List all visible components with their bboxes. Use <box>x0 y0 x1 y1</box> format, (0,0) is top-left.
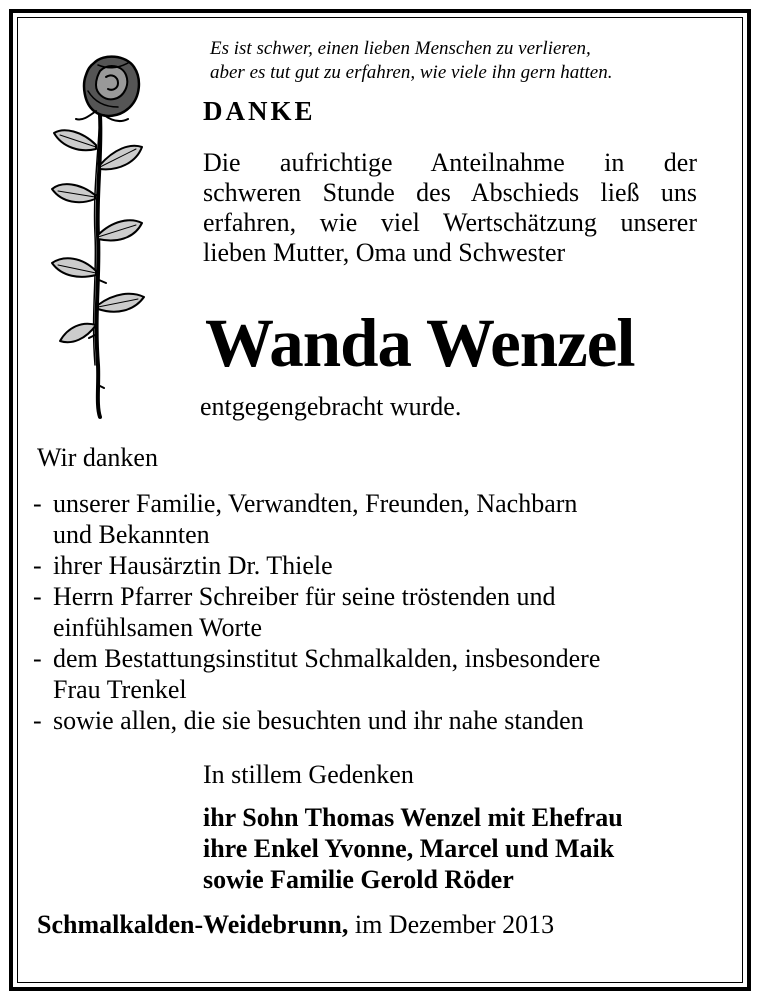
quote-line-2: aber es tut gut zu erfahren, wie viele ihn gern hatten. <box>210 62 613 83</box>
signer-line: sowie Familie Gerold Röder <box>203 865 514 894</box>
list-item-line: sowie allen, die sie besuchten und ihr nahe standen <box>53 706 584 735</box>
list-item: - Herrn Pfarrer Schreiber für seine tröstenden und einfühlsamen Worte <box>33 581 600 643</box>
signer-line: ihre Enkel Yvonne, Marcel und Maik <box>203 834 615 863</box>
list-item: - unserer Familie, Verwandten, Freunden, Nachbarn und Bekannten <box>33 488 600 550</box>
list-item: - ihrer Hausärztin Dr. Thiele <box>33 550 600 581</box>
date: im Dezember 2013 <box>354 910 555 939</box>
list-item-line: Frau Trenkel <box>53 675 187 704</box>
heading: DANKE <box>203 96 316 126</box>
list-item-line: und Bekannten <box>53 520 210 549</box>
after-name-text: entgegengebracht wurde. <box>200 392 462 421</box>
place: Schmalkalden-Weidebrunn, <box>37 910 349 939</box>
place-date <box>37 910 554 940</box>
rose-icon <box>38 45 158 425</box>
closing-text: In stillem Gedenken <box>203 760 414 789</box>
intro-text <box>203 148 697 268</box>
list-item-line: Herrn Pfarrer Schreiber für seine tröstenden und <box>53 582 556 611</box>
list-item: - dem Bestattungsinstitut Schmalkalden, insbesondere Frau Trenkel <box>33 644 601 704</box>
quote-line-1: Es ist schwer, einen lieben Menschen zu verlieren, <box>210 38 591 59</box>
list-item-line: unserer Familie, Verwandten, Freunden, Nachbarn <box>53 489 578 518</box>
list-item-line: ihrer Hausärztin Dr. Thiele <box>53 551 333 580</box>
signers <box>203 802 623 895</box>
thanks-intro: Wir danken <box>37 443 158 472</box>
list-item: - sowie allen, die sie besuchten und ihr nahe standen <box>33 705 600 736</box>
signer-line: ihr Sohn Thomas Wenzel mit Ehefrau <box>203 803 623 832</box>
intro-line-1: Die aufrichtige Anteilnahme in der <box>203 148 697 177</box>
list-item-line: dem Bestattungsinstitut Schmalkalden, insbesondere <box>53 644 601 673</box>
intro-line-3: erfahren, wie viel Wertschätzung unserer <box>203 208 697 237</box>
intro-line-2: schweren Stunde des Abschieds ließ uns <box>203 178 697 207</box>
list-item-line: einfühlsamen Worte <box>53 613 262 642</box>
thanks-list <box>33 488 600 736</box>
deceased-name: Wanda Wenzel <box>205 305 635 381</box>
intro-line-4: lieben Mutter, Oma und Schwester <box>203 238 566 267</box>
